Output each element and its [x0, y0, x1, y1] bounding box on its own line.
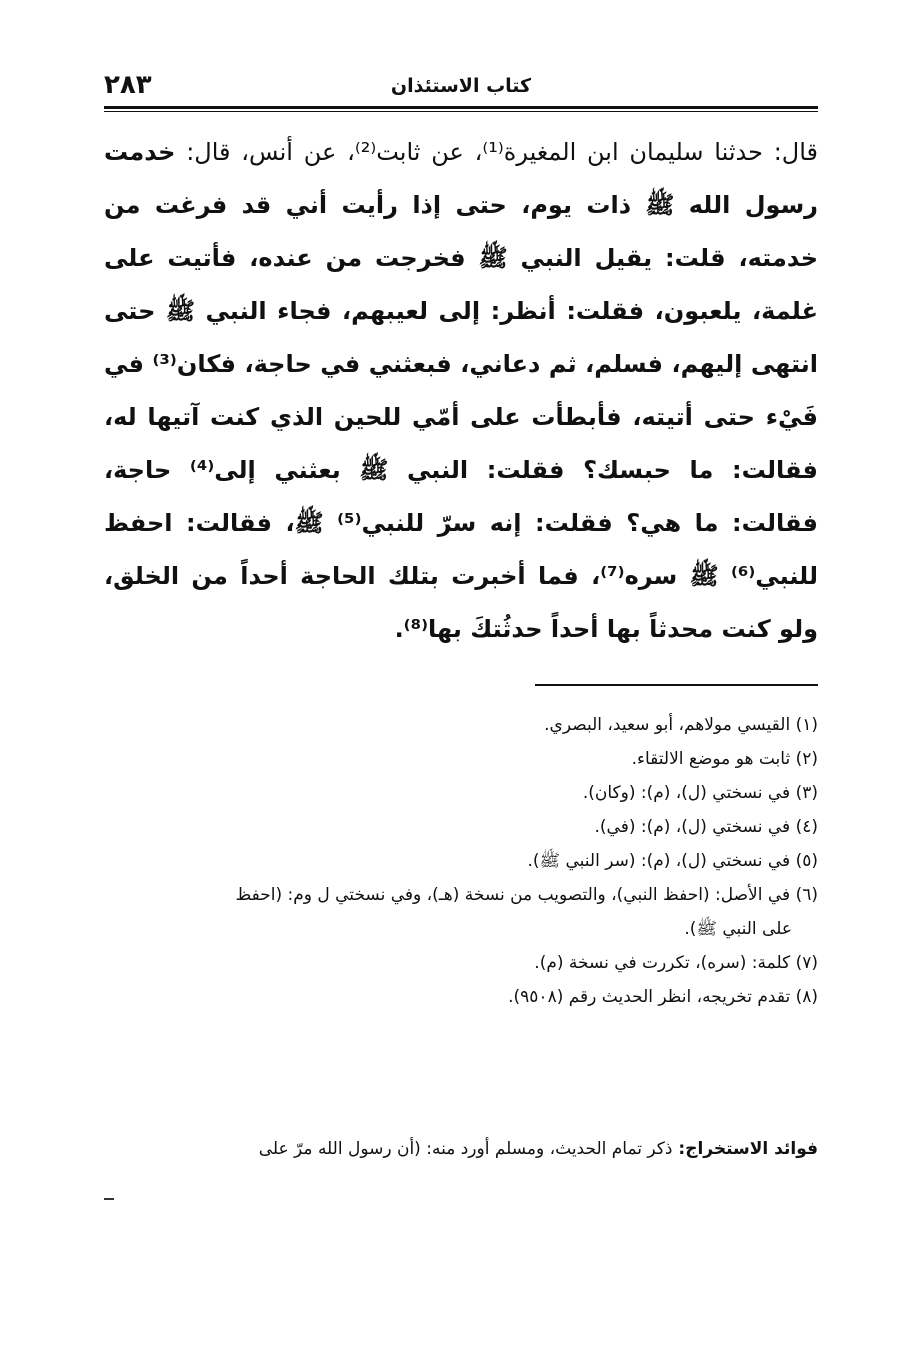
- header-rule-thin: [104, 111, 818, 112]
- hadith-matn: خدمت رسول الله ﷺ ذات يوم، حتى إذا رأيت أني قد فرغت من خدمته، قلت: يقيل النبي ﷺ فخرجت من عنده، فأتيت على غلمة، يلعبون، فقلت: أنظر: إلى لعيبهم، فجاء النبي ﷺ حتى انتهى إليهم، فسلم، ثم دعاني، فبعثني في حاجة، فكان⁽³⁾ في فَيْء حتى أتيته، فأبطأت على أمّي للحين الذي كنت آتيها له، فقالت: ما حبسك؟ فقلت: النبي ﷺ بعثني إلى⁽⁴⁾ حاجة، فقالت: ما هي؟ فقلت: إنه سرّ للنبي⁽⁵⁾ ﷺ، فقالت: احفظ للنبي⁽⁶⁾ ﷺ سره⁽⁷⁾، فما أخبرت بتلك الحاجة أحداً من الخلق، ولو كنت محدثاً بها أحداً حدثُتكَ بها⁽⁸⁾.: [104, 138, 819, 643]
- footnote-separator: [535, 684, 818, 686]
- footnote-5: (٥) في نسختي (ل)، (م): (سر النبي ﷺ).: [527, 851, 818, 871]
- page-header: [104, 68, 818, 106]
- footnote-1: (١) القيسي مولاهم، أبو سعيد، البصري.: [544, 715, 818, 735]
- footnote-7: (٧) كلمة: (سره)، تكررت في نسخة (م).: [534, 953, 818, 973]
- hadith-text: [104, 126, 818, 656]
- footnote-4: (٤) في نسختي (ل)، (م): (في).: [594, 817, 818, 837]
- margin-mark: [104, 1198, 114, 1200]
- footnote-3: (٣) في نسختي (ل)، (م): (وكان).: [582, 783, 818, 803]
- footnote-6: (٦) في الأصل: (احفظ النبي)، والتصويب من نسخة (هـ)، وفي نسختي ل وم: (احفظ: [235, 885, 818, 905]
- footnote-8: (٨) تقدم تخريجه، انظر الحديث رقم (٩٥٠٨).: [508, 987, 818, 1007]
- benefits-text: ذكر تمام الحديث، ومسلم أورد منه: (أن رسول الله مرّ على: [258, 1139, 673, 1159]
- extraction-benefits: [104, 1134, 818, 1164]
- footnotes: [104, 708, 818, 1014]
- footnote-6-continued: على النبي ﷺ).: [684, 919, 792, 939]
- hadith-isnad: قال: حدثنا سليمان ابن المغيرة⁽¹⁾، عن ثابت⁽²⁾، عن أنس، قال:: [175, 138, 818, 166]
- page-number: ٢٨٣: [104, 70, 152, 100]
- header-rule-thick: [104, 106, 818, 109]
- running-title: كتاب الاستئذان: [390, 75, 532, 97]
- footnote-2: (٢) ثابت هو موضع الالتقاء.: [631, 749, 818, 769]
- benefits-label: فوائد الاستخراج:: [672, 1139, 818, 1159]
